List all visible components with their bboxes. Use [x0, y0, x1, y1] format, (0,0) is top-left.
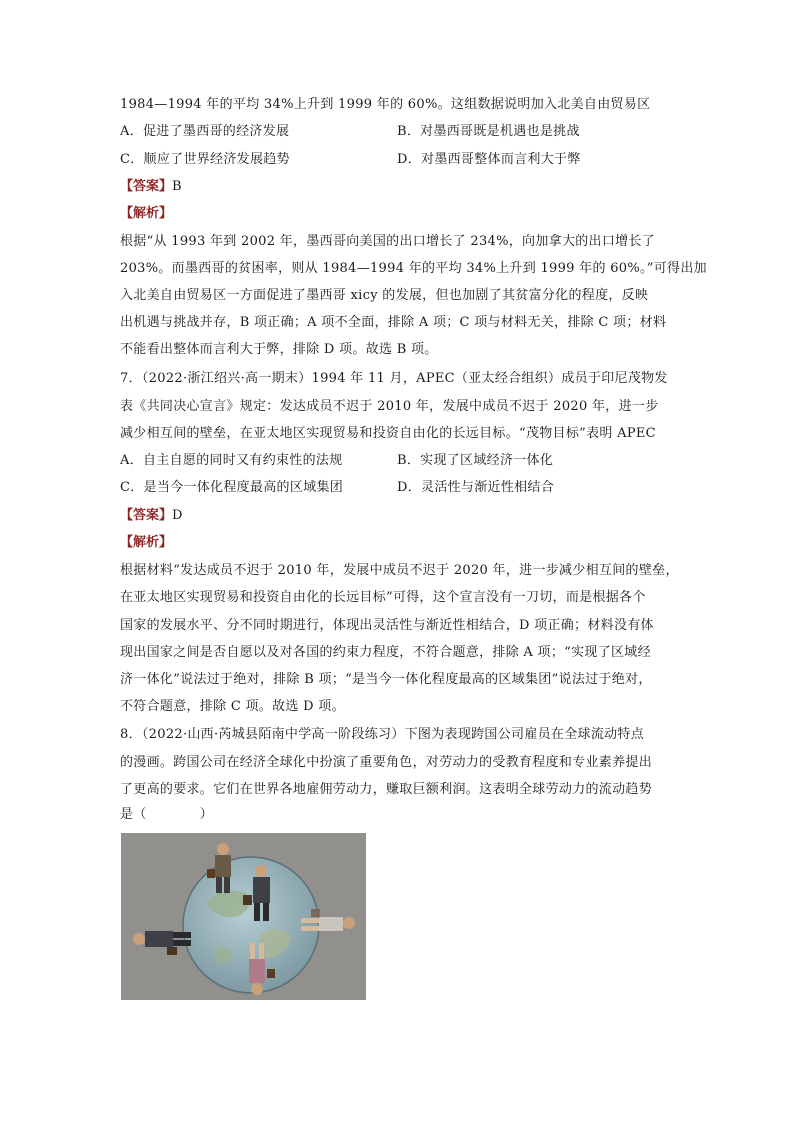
q7-analysis-line: 在亚太地区实现贸易和投资自由化的长远目标”可得，这个宣言没有一刀切，而是根据各个 — [120, 590, 646, 605]
answer-label: 【答案】 — [120, 179, 173, 194]
q6-analysis-line: 不能看出整体而言利大于弊，排除 D 项。故选 B 项。 — [120, 342, 438, 357]
q7-stem-line: 减少相互间的壁垒，在亚太地区实现贸易和投资自由化的长远目标。“茂物目标”表明 APEC — [120, 426, 656, 441]
q7-analysis-line: 不符合题意，排除 C 项。故选 D 项。 — [120, 699, 345, 714]
q6-analysis-line: 入北美自由贸易区一方面促进了墨西哥 xicy 的发展，但也加剧了其贫富分化的程度，反映 — [120, 288, 649, 303]
q6-analysis-label: 【解析】 — [120, 206, 173, 221]
cartoon-illustration — [121, 833, 366, 1000]
q7-analysis-label: 【解析】 — [120, 535, 173, 550]
q8-stem-line: 是（ ） — [120, 807, 214, 822]
analysis-text: 根据“从 1993 年到 2002 年，墨西哥向美国的出口增长了 234%，向加拿大的出口增长了 — [120, 234, 656, 249]
q7-analysis-line: 根据材料“发达成员不迟于 2010 年，发展中成员不迟于 2020 年，进一步减少相互间的壁垒， — [120, 563, 679, 578]
q7-analysis-line: 现出国家之间是否自愿以及对各国的约束力程度，不符合题意，排除 A 项；“实现了区域经 — [120, 645, 651, 660]
q6-stem-tail: 1984—1994 年的平均 34%上升到 1999 年的 60%。这组数据说明加入北美自由贸易区 — [120, 97, 651, 112]
q7-option-a: A．自主自愿的同时又有约束性的法规 — [120, 453, 343, 468]
answer-value: D — [172, 508, 183, 523]
q6-answer — [120, 177, 182, 197]
analysis-text: 203%。而墨西哥的贫困率，则从 1984—1994 年的平均 34%上升到 1999 年的 60%。”可得出加 — [120, 261, 707, 276]
q6-analysis-line — [120, 232, 680, 252]
q7-analysis-line: 济一体化”说法过于绝对，排除 B 项；“是当今一体化程度最高的区域集团”说法过于绝对， — [120, 672, 652, 687]
q6-analysis-line: 出机遇与挑战并存，B 项正确；A 项不全面，排除 A 项；C 项与材料无关，排除 C 项；材料 — [120, 315, 667, 330]
q6-option-b: B．对墨西哥既是机遇也是挑战 — [397, 124, 580, 139]
q6-option-a: A．促进了墨西哥的经济发展 — [120, 124, 290, 139]
answer-value: B — [172, 179, 182, 194]
q6-option-c: C．顺应了世界经济发展趋势 — [120, 152, 290, 167]
cartoon-figure — [121, 833, 366, 1000]
q7-answer — [120, 506, 182, 526]
q7-stem-line: 表《共同决心宣言》规定：发达成员不迟于 2010 年，发展中成员不迟于 2020 年，进一步 — [120, 399, 659, 414]
q8-stem-line: 8．（2022·山西·芮城县陌南中学高一阶段练习）下图为表现跨国公司雇员在全球流动特点 — [120, 727, 645, 742]
q7-option-d: D．灵活性与渐近性相结合 — [397, 480, 555, 495]
q6-analysis-line — [120, 259, 707, 279]
q7-stem-line: 7．（2022·浙江绍兴·高一期末）1994 年 11 月，APEC（亚太经合组织）成员于印尼茂物发 — [120, 371, 668, 386]
q6-option-d: D．对墨西哥整体而言利大于弊 — [397, 152, 581, 167]
q7-option-c: C．是当今一体化程度最高的区域集团 — [120, 480, 344, 495]
q7-analysis-line: 国家的发展水平、分不同时期进行，体现出灵活性与渐近性相结合，D 项正确；材料没有体 — [120, 618, 654, 633]
q8-stem-line: 了更高的要求。它们在世界各地雇佣劳动力，赚取巨额利润。这表明全球劳动力的流动趋势 — [120, 782, 653, 797]
answer-label: 【答案】 — [120, 508, 173, 523]
q7-option-b: B．实现了区域经济一体化 — [397, 453, 554, 468]
q8-stem-line: 的漫画。跨国公司在经济全球化中扮演了重要角色，对劳动力的受教育程度和专业素养提出 — [120, 755, 653, 770]
